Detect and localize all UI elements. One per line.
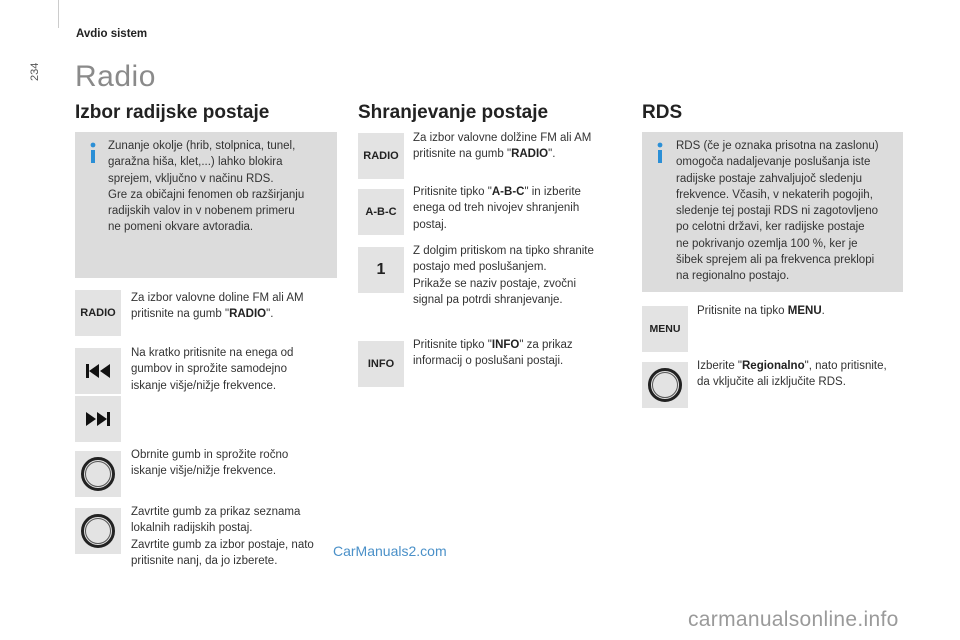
col2-item-radio-text: Za izbor valovne dolžine FM ali AM pritisnite na gumb "RADIO". <box>413 132 592 161</box>
col1-item-radio-text: Za izbor valovne doline FM ali AM pritisnite na gumb "RADIO". <box>131 292 304 321</box>
page-title: Radio <box>75 60 156 93</box>
col2-item-info-text: Pritisnite tipko "INFO" za prikaz informacij o poslušani postaji. <box>413 339 573 368</box>
col3-heading: RDS <box>642 102 683 123</box>
menu-button-label: MENU <box>649 323 681 335</box>
preset-1-tile <box>358 247 404 293</box>
seek-back-tile <box>75 348 121 394</box>
page-number: 234 <box>29 62 41 81</box>
info-icon <box>88 142 98 164</box>
rotary-knob-icon <box>648 368 682 402</box>
col1-heading: Izbor radijske postaje <box>75 102 270 123</box>
col1-info-text: Zunanje okolje (hrib, stolpnica, tunel, garažna hiša, klet,...) lahko blokira sprejem, vključno v načinu RDS. Gre za običajni fenomen ob razširjanju radijskih valov in v nobenem primeru ne pomeni okvare avtoradia. <box>108 140 305 234</box>
col1-item-seek-text: Na kratko pritisnite na enega od gumbov in sprožite samodejno iskanje višje/nižje frekvence. <box>131 347 294 392</box>
col1-item-knob2-text: Zavrtite gumb za prikaz seznama lokalnih radijskih postaj. Zavrtite gumb za izbor postaje, nato pritisnite nanj, da jo izberete. <box>131 506 314 567</box>
preset-1-label: 1 <box>376 261 386 278</box>
col2-item-abc-text: Pritisnite tipko "A-B-C" in izberite enega od treh nivojev shranjenih postaj. <box>413 186 581 231</box>
skip-back-icon <box>84 363 112 379</box>
seek-forward-tile <box>75 396 121 442</box>
radio-button-label: RADIO <box>363 150 399 162</box>
col1-item-knob-text: Obrnite gumb in sprožite ročno iskanje višje/nižje frekvence. <box>131 449 289 478</box>
col2-heading: Shranjevanje postaje <box>358 102 549 123</box>
rotary-knob-icon <box>81 457 115 491</box>
watermark-carmanualsonline: carmanualsonline.info <box>688 608 899 631</box>
abc-button-label: A-B-C <box>365 206 397 218</box>
info-icon <box>655 142 665 164</box>
section-title: Avdio sistem <box>76 28 148 40</box>
radio-button-tile-2 <box>358 133 404 179</box>
col1-info-box <box>75 132 337 278</box>
col3-info-text: RDS (če je oznaka prisotna na zaslonu) omogoča nadaljevanje poslušanja iste radijske postaje zahvaljujoč sledenju frekvence. Včasih, v nekaterih pogojih, sledenje tej postaji RDS ni zagotovljeno po celotni državi, ker radijske postaje ne pokrivanjo ozemlja 100 %, ker je šibek sprejem ali pa frekvenca preklopi na regionalno postajo. <box>676 140 879 283</box>
col3-info-box <box>642 132 903 292</box>
radio-button-tile <box>75 290 121 336</box>
margin-line <box>58 0 59 28</box>
watermark-carmanuals2: CarManuals2.com <box>333 543 447 559</box>
menu-button-tile <box>642 306 688 352</box>
radio-button-label: RADIO <box>80 307 116 319</box>
knob-tile-3 <box>642 362 688 408</box>
col3-item-menu-text: Pritisnite na tipko MENU. <box>697 305 825 317</box>
knob-tile-2 <box>75 508 121 554</box>
info-button-label: INFO <box>367 358 395 370</box>
col2-item-preset-text: Z dolgim pritiskom na tipko shranite postajo med poslušanjem. Prikaže se naziv postaje, zvočni signal pa potrdi shranjevanje. <box>413 245 594 306</box>
knob-tile-1 <box>75 451 121 497</box>
col3-item-rds-text: Izberite "Regionalno", nato pritisnite, da vključite ali izključite RDS. <box>697 360 887 389</box>
abc-button-tile <box>358 189 404 235</box>
skip-forward-icon <box>84 411 112 427</box>
rotary-knob-icon <box>81 514 115 548</box>
info-button-tile <box>358 341 404 387</box>
